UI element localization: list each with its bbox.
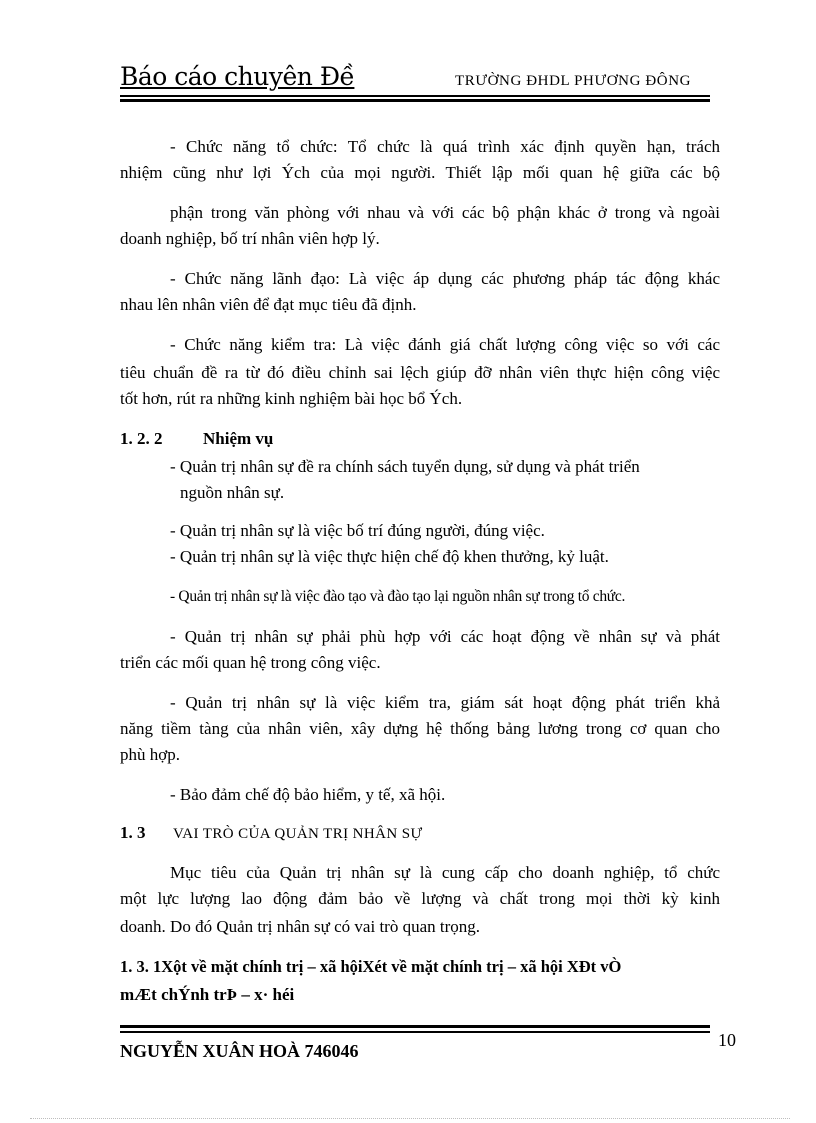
task-1-line-2: nguồn nhân sự. bbox=[180, 483, 285, 502]
task-6-line-1: - Quản trị nhân sự là việc kiểm tra, giám sát hoạt động phát triển khả bbox=[170, 693, 720, 712]
header-school: TRƯỜNG ĐHDL PHƯƠNG ĐÔNG bbox=[455, 73, 692, 89]
task-5-line-2: triển các mối quan hệ trong công việc. bbox=[120, 653, 381, 672]
para-kiem-tra-line-3: tốt hơn, rút ra những kinh nghiệm bài học bổ Ých. bbox=[120, 389, 463, 408]
task-7: - Bảo đảm chế độ bảo hiểm, y tế, xã hội. bbox=[170, 785, 446, 804]
task-6-line-2: năng tiềm tàng của nhân viên, xây dựng hệ thống bảng lương trong cơ quan cho bbox=[120, 719, 720, 738]
para-to-chuc-line-4: doanh nghiệp, bố trí nhân viên hợp lý. bbox=[120, 229, 380, 248]
section-title-vai-tro: VAI TRÒ CỦA QUẢN TRỊ NHÂN SỰ bbox=[173, 826, 423, 842]
header-rule bbox=[120, 95, 710, 97]
task-6-line-3: phù hợp. bbox=[120, 745, 180, 764]
para-muc-tieu-line-2: một lực lượng lao động đảm bảo về lượng và chất trong mọi thời kỳ kinh bbox=[120, 889, 720, 908]
section-1-3-1-heading-line-1: 1. 3. 1Xột về mặt chính trị – xã hộiXét về mặt chính trị – xã hội XÐt vÒ bbox=[120, 957, 622, 976]
footer-rule-thick bbox=[120, 1025, 710, 1028]
task-3: - Quản trị nhân sự là việc thực hiện chế độ khen thưởng, kỷ luật. bbox=[170, 547, 609, 566]
section-number-1-3: 1. 3 bbox=[120, 823, 146, 842]
para-kiem-tra-line-1: - Chức năng kiểm tra: Là việc đánh giá chất lượng công việc so với các bbox=[170, 335, 720, 354]
footer-author: NGUYỄN XUÂN HOÀ 746046 bbox=[120, 1041, 359, 1061]
task-2: - Quản trị nhân sự là việc bố trí đúng người, đúng việc. bbox=[170, 521, 545, 540]
task-1-line-1: - Quản trị nhân sự đề ra chính sách tuyển dụng, sử dụng và phát triển bbox=[170, 457, 640, 476]
para-lanh-dao-line-1: - Chức năng lãnh đạo: Là việc áp dụng các phương pháp tác động khác bbox=[170, 269, 720, 288]
footer-rule bbox=[120, 1031, 710, 1033]
para-to-chuc-line-3: phận trong văn phòng với nhau và với các bộ phận khác ở trong và ngoài bbox=[170, 203, 720, 222]
header-rule-thick bbox=[120, 99, 710, 102]
section-title-nhiem-vu: Nhiệm vụ bbox=[203, 429, 274, 448]
para-lanh-dao-line-2: nhau lên nhân viên để đạt mục tiêu đã định. bbox=[120, 295, 417, 314]
section-number-1-2-2: 1. 2. 2 bbox=[120, 429, 163, 448]
para-muc-tieu-line-3: doanh. Do đó Quản trị nhân sự có vai trò quan trọng. bbox=[120, 917, 481, 936]
page-edge-dotted-line bbox=[30, 1118, 790, 1119]
para-to-chuc-line-1: - Chức năng tổ chức: Tổ chức là quá trình xác định quyền hạn, trách bbox=[170, 137, 720, 156]
header-title: Báo cáo chuyên Đề bbox=[120, 62, 355, 91]
para-to-chuc-line-2: nhiệm cũng như lợi Ých của mọi người. Thiết lập mối quan hệ giữa các bộ bbox=[120, 163, 720, 182]
para-kiem-tra-line-2: tiêu chuẩn đề ra từ đó điều chỉnh sai lệch giúp đỡ nhân viên thực hiện công việc bbox=[120, 363, 720, 382]
page-number: 10 bbox=[718, 1030, 736, 1050]
task-4: - Quản trị nhân sự là việc đào tạo và đào tạo lại nguồn nhân sự trong tổ chức. bbox=[170, 588, 626, 605]
task-5-line-1: - Quản trị nhân sự phải phù hợp với các hoạt động về nhân sự và phát bbox=[170, 627, 720, 646]
para-muc-tieu-line-1: Mục tiêu của Quản trị nhân sự là cung cấp cho doanh nghiệp, tổ chức bbox=[170, 863, 720, 882]
section-1-3-1-heading-line-2: mÆt chÝnh trÞ – x· héi bbox=[120, 985, 295, 1004]
